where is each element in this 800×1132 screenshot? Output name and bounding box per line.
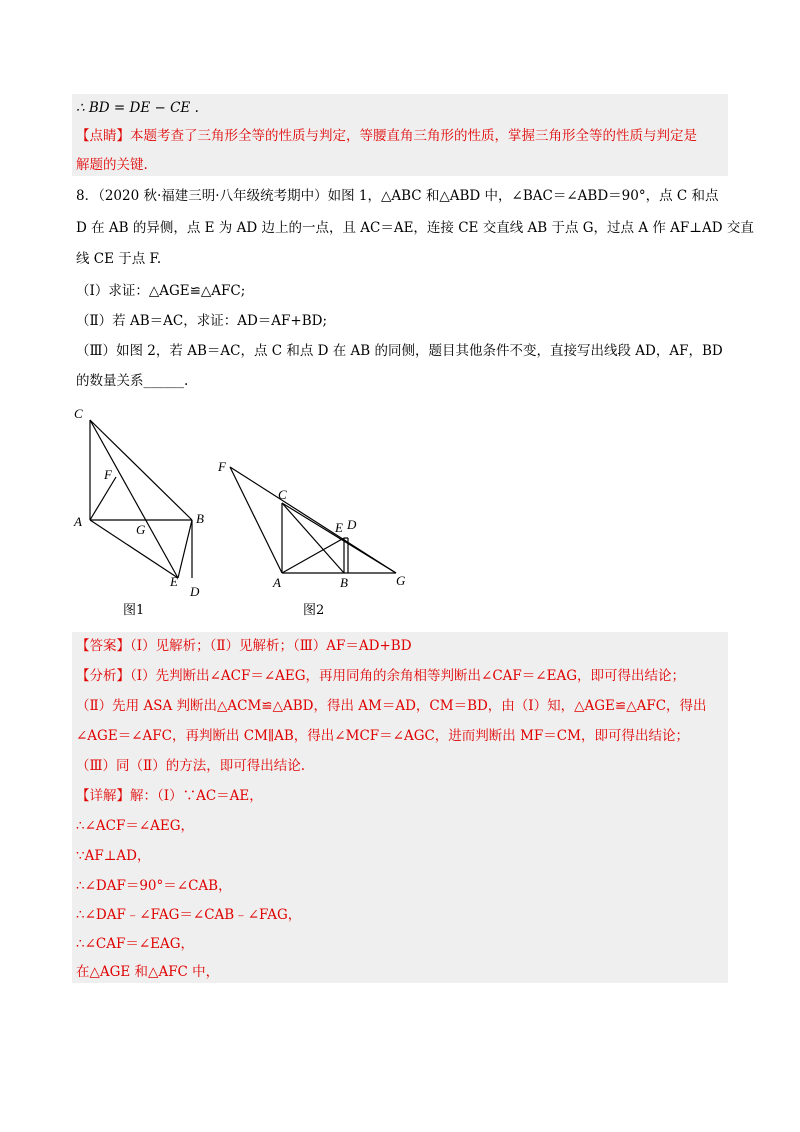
fig1-label-G: G (136, 522, 146, 537)
fig1-label-D: D (190, 584, 200, 599)
figure-1-caption: 图1 (123, 603, 145, 618)
detail-line-5: ∴∠DAF﹣∠FAG＝∠CAB﹣∠FAG， (76, 907, 302, 923)
fig1-label-E: E (170, 574, 178, 589)
problem-line-3: 线 CE 于点 F. (76, 251, 162, 267)
figure-2 (210, 455, 420, 595)
detail-line-7: 在△AGE 和△AFC 中， (76, 964, 220, 980)
analysis-line-2: （Ⅱ）先用 ASA 判断出△ACM≌△ABD，得出 AM＝AD，CM＝BD，由（Ⅰ）知，△AGE≌△AFC，得出 (76, 698, 707, 714)
fig2-label-A: A (273, 575, 281, 590)
problem-part-3: （Ⅲ）如图 2，若 AB＝AC，点 C 和点 D 在 AB 的同侧，题目其他条件不变，直接写出线段 AD，AF，BD (76, 343, 723, 359)
fig1-label-B: B (196, 511, 204, 526)
fig1-label-F: F (104, 467, 112, 482)
analysis-line-3: ∠AGE＝∠AFC，再判断出 CM∥AB，得出∠MCF＝∠AGC，进而判断出 MF＝CM，即可得出结论； (76, 728, 689, 744)
fig2-label-E: E (335, 520, 343, 535)
analysis-line-1: 【分析】（Ⅰ）先判断出∠ACF＝∠AEG，再用同角的余角相等判断出∠CAF＝∠EAG，即可得出结论； (76, 668, 685, 684)
fig2-label-C: C (278, 487, 287, 502)
fig2-label-F: F (218, 459, 226, 474)
comment-line-1: 【点睛】本题考查了三角形全等的性质与判定，等腰直角三角形的性质，掌握三角形全等的性质与判定是 (76, 128, 697, 144)
detail-line-6: ∴∠CAF＝∠EAG， (76, 936, 195, 952)
problem-part-1: （Ⅰ）求证：△AGE≌△AFC; (76, 283, 246, 299)
detail-line-3: ∵AF⊥AD， (76, 848, 151, 864)
analysis-line-4: （Ⅲ）同（Ⅱ）的方法，即可得出结论. (76, 758, 305, 774)
figure-2-caption: 图2 (303, 603, 325, 618)
fig1-label-A: A (74, 514, 82, 529)
answer-line: 【答案】（Ⅰ）见解析；（Ⅱ）见解析；（Ⅲ）AF＝AD+BD (76, 638, 412, 654)
problem-part-2: （Ⅱ）若 AB＝AC，求证：AD＝AF+BD; (76, 313, 328, 329)
problem-line-2: D 在 AB 的异侧，点 E 为 AD 边上的一点，且 AC＝AE，连接 CE 交直线 AB 于点 G，过点 A 作 AF⊥AD 交直 (76, 220, 754, 236)
problem-part-3b: 的数量关系______. (76, 373, 189, 389)
detail-line-1: 【详解】解：（Ⅰ）∵AC＝AE， (76, 788, 263, 804)
fig2-label-G: G (396, 573, 406, 588)
fig2-label-B: B (340, 575, 348, 590)
fig1-label-C: C (74, 406, 83, 421)
comment-line-2: 解题的关键. (76, 157, 148, 173)
fig2-label-D: D (347, 517, 357, 532)
detail-line-2: ∴∠ACF＝∠AEG， (76, 818, 195, 834)
problem-line-1: 8．（2020 秋·福建三明·八年级统考期中）如图 1，△ABC 和△ABD 中，∠BAC＝∠ABD＝90°，点 C 和点 (76, 188, 719, 204)
conclusion-line: ∴ BD = DE − CE . (76, 100, 199, 116)
detail-line-4: ∴∠DAF＝90°＝∠CAB， (76, 878, 232, 894)
figure-1 (70, 400, 220, 605)
